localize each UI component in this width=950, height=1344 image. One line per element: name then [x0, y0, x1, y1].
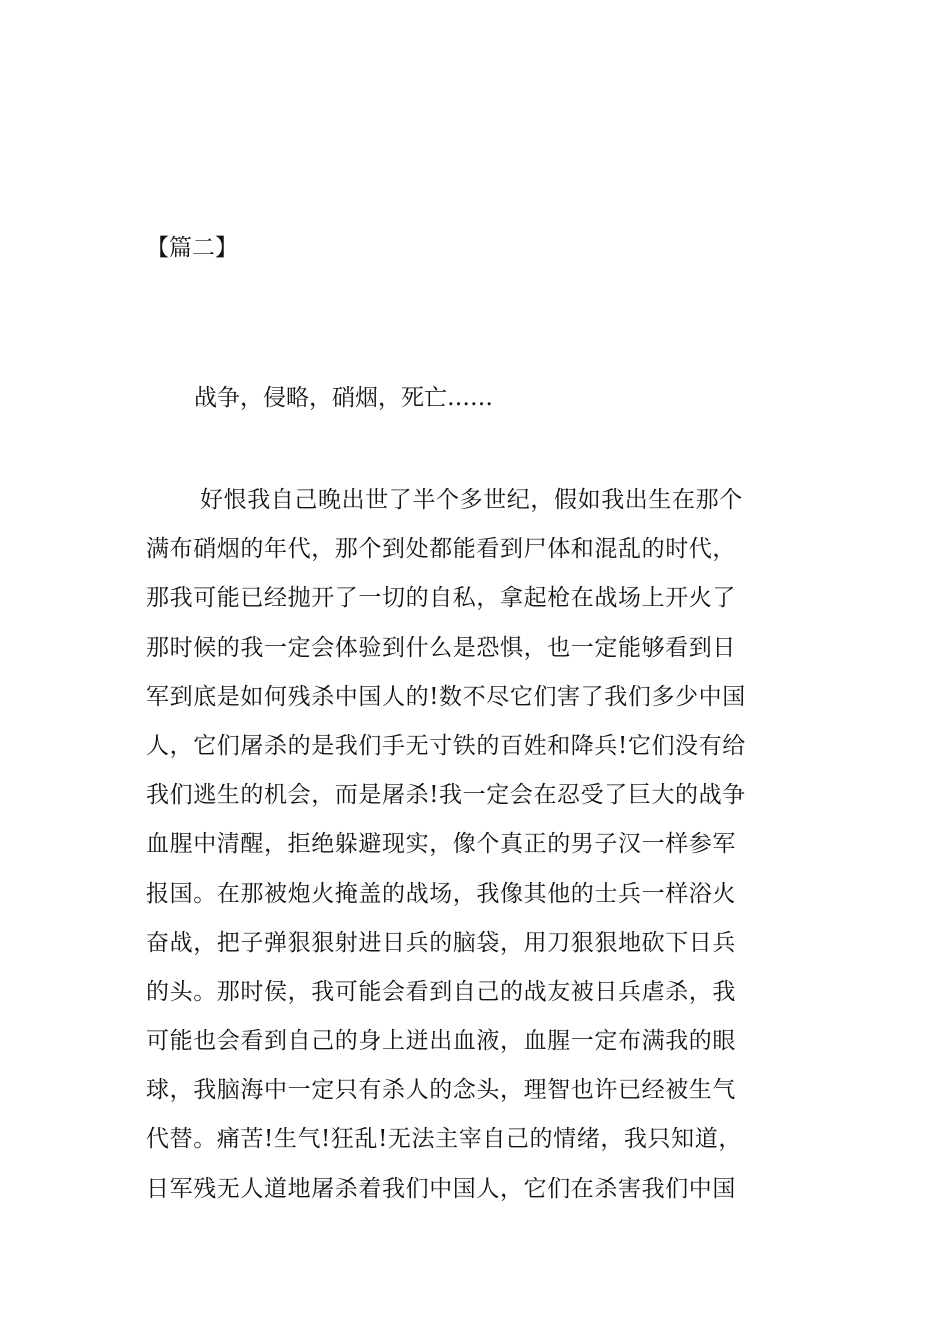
body-line-2: 满布硝烟的年代，那个到处都能看到尸体和混乱的时代， — [146, 536, 736, 563]
body-line-8: 血腥中清醒，拒绝躲避现实，像个真正的男子汉一样参军 — [146, 831, 736, 858]
section-heading: 【篇二】 — [146, 235, 238, 261]
body-line-5: 军到底是如何残杀中国人的!数不尽它们害了我们多少中国 — [146, 683, 746, 710]
body-line-11: 的头。那时侯，我可能会看到自己的战友被日兵虐杀，我 — [146, 978, 736, 1005]
body-line-4: 那时候的我一定会体验到什么是恐惧，也一定能够看到日 — [146, 634, 736, 661]
body-line-15: 日军残无人道地屠杀着我们中国人，它们在杀害我们中国 — [146, 1175, 736, 1202]
body-line-7: 我们逃生的机会，而是屠杀!我一定会在忍受了巨大的战争 — [146, 782, 746, 809]
intro-line: 战争，侵略，硝烟，死亡…… — [194, 385, 493, 411]
body-line-6: 人，它们屠杀的是我们手无寸铁的百姓和降兵!它们没有给 — [146, 732, 746, 759]
body-line-13: 球，我脑海中一定只有杀人的念头，理智也许已经被生气 — [146, 1077, 736, 1104]
body-paragraph — [146, 476, 816, 1214]
body-line-14: 代替。痛苦!生气!狂乱!无法主宰自己的情绪，我只知道， — [146, 1126, 742, 1153]
body-line-1: 好恨我自己晚出世了半个多世纪，假如我出生在那个 — [200, 487, 743, 513]
body-line-10: 奋战，把子弹狠狠射进日兵的脑袋，用刀狠狠地砍下日兵 — [146, 929, 736, 956]
body-line-3: 那我可能已经抛开了一切的自私，拿起枪在战场上开火了 — [146, 585, 736, 612]
body-line-12: 可能也会看到自己的身上迸出血液，血腥一定布满我的眼 — [146, 1028, 736, 1055]
body-line-9: 报国。在那被炮火掩盖的战场，我像其他的士兵一样浴火 — [146, 880, 736, 907]
